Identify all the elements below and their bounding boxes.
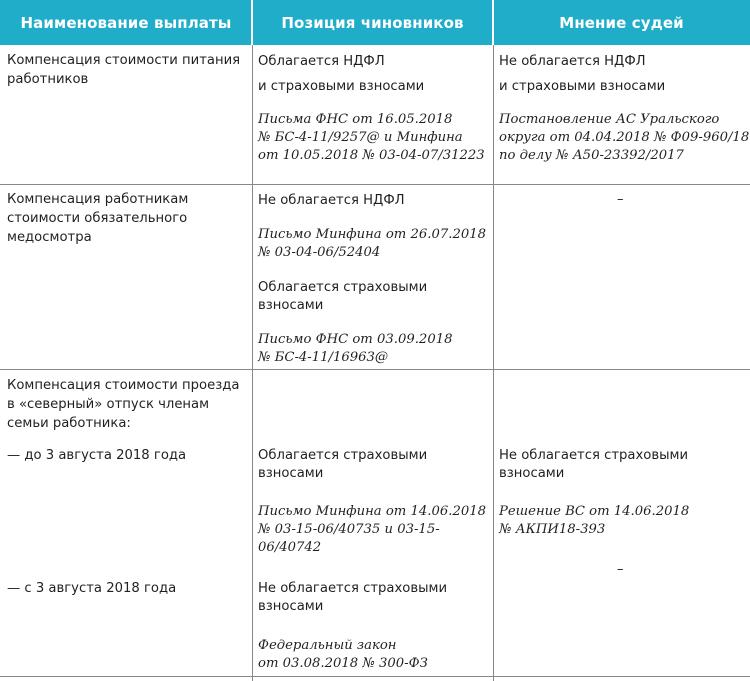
- table-header: [0, 0, 750, 45]
- payment-name-line: семьи работника:: [7, 416, 131, 431]
- officials-status: взносами: [258, 298, 324, 313]
- payment-name-line: Компенсация стоимости проезда: [7, 378, 240, 393]
- judges-reference: Решение ВС от 14.06.2018: [499, 504, 690, 519]
- officials-reference: Письмо Минфина от 26.07.2018: [258, 227, 487, 242]
- officials-status: Не облагается страховыми: [258, 581, 448, 596]
- header-payment-name: Наименование выплаты: [20, 13, 232, 32]
- judges-reference: № АКПИ18-393: [499, 522, 606, 537]
- officials-reference: Письмо ФНС от 03.09.2018: [258, 332, 453, 347]
- officials-reference: Письма ФНС от 16.05.2018: [258, 112, 453, 127]
- column-divider: [252, 45, 253, 681]
- column-divider: [493, 45, 494, 681]
- officials-status: взносами: [258, 599, 324, 614]
- officials-status: и страховыми взносами: [258, 79, 425, 94]
- officials-reference: от 10.05.2018 № 03-04-07/31223: [258, 148, 485, 163]
- judges-no-opinion-dash: –: [617, 192, 624, 207]
- officials-reference: № БС-4-11/16963@: [258, 350, 389, 365]
- payment-name-line: медосмотра: [7, 230, 92, 245]
- judges-no-opinion-dash: –: [617, 562, 624, 577]
- payment-name-line: Компенсация работникам: [7, 192, 189, 207]
- officials-reference: 06/40742: [258, 540, 322, 555]
- officials-status: Не облагается НДФЛ: [258, 193, 405, 208]
- row-divider: [0, 184, 750, 185]
- officials-reference: № 03-04-06/52404: [258, 245, 381, 260]
- judges-status: Не облагается страховыми: [499, 448, 689, 463]
- officials-status: взносами: [258, 466, 324, 481]
- officials-reference: Письмо Минфина от 14.06.2018: [258, 504, 487, 519]
- judges-status: взносами: [499, 466, 565, 481]
- judges-reference: по делу № А50-23392/2017: [499, 148, 684, 163]
- payment-name-line: стоимости обязательного: [7, 211, 188, 226]
- header-officials-position: Позиция чиновников: [281, 13, 464, 32]
- row-divider: [0, 676, 750, 677]
- payment-name-line: работников: [7, 72, 89, 87]
- period-after-label: — с 3 августа 2018 года: [7, 581, 177, 596]
- judges-reference: Постановление АС Уральского: [499, 112, 720, 127]
- judges-status: Не облагается НДФЛ: [499, 54, 646, 69]
- period-before-label: — до 3 августа 2018 года: [7, 448, 187, 463]
- officials-reference: Федеральный закон: [258, 638, 397, 653]
- judges-reference: округа от 04.04.2018 № Ф09-960/18: [499, 130, 750, 145]
- row-divider: [0, 369, 750, 370]
- judges-status: и страховыми взносами: [499, 79, 666, 94]
- officials-status: Облагается страховыми: [258, 448, 428, 463]
- header-judges-opinion: Мнение судей: [559, 13, 684, 32]
- officials-reference: № БС-4-11/9257@ и Минфина: [258, 130, 463, 145]
- payment-name-line: Компенсация стоимости питания: [7, 53, 241, 68]
- payment-name-line: в «северный» отпуск членам: [7, 397, 210, 412]
- officials-reference: от 03.08.2018 № 300-ФЗ: [258, 656, 428, 671]
- officials-status: Облагается НДФЛ: [258, 54, 385, 69]
- officials-reference: № 03-15-06/40735 и 03-15-: [258, 522, 440, 537]
- officials-status: Облагается страховыми: [258, 280, 428, 295]
